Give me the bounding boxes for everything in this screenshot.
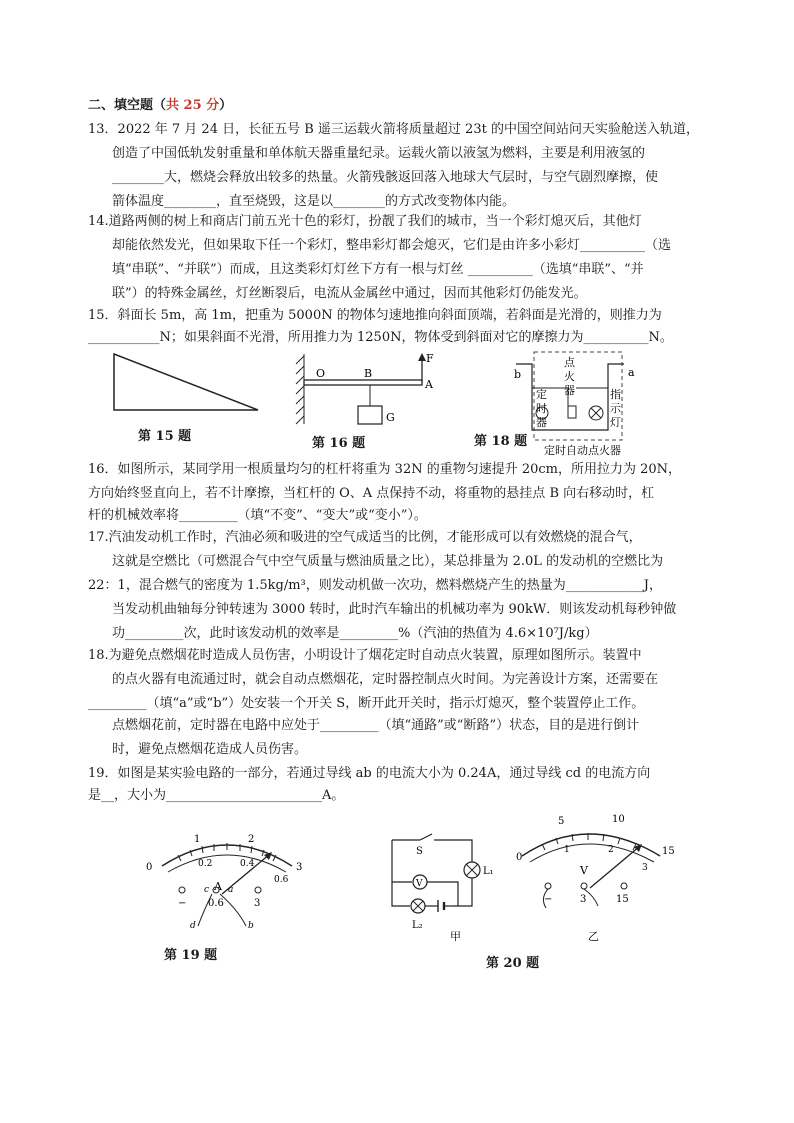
v-terminal-negative-label: − <box>544 894 553 905</box>
q17-line-2: 这就是空燃比（可燃混合气中空气质量与燃油质量之比），某总排量为 2.0L 的发动机的空燃比为 <box>112 554 664 569</box>
q16-line-1: 16．如图所示，某同学用一根质量均匀的杠杆将重为 32N 的重物匀速提升 20cm，所用拉力为 20N， <box>88 462 682 477</box>
ammeter-inner-max: 0.6 <box>274 875 289 885</box>
q18-line-4: 点燃烟花前，定时器在电路中应处于_________（填“通路”或“断路”）状态，目的是进行倒计 <box>112 718 640 733</box>
igniter-resistor <box>568 406 576 418</box>
v-terminal-15 <box>621 883 627 889</box>
caption-q19: 第 19 题 <box>164 948 218 963</box>
voltmeter-tick-15: 15 <box>662 846 675 857</box>
igniter-title: 定时自动点火器 <box>544 444 621 457</box>
lamp-l1-label: L₁ <box>483 866 494 877</box>
ammeter-zero-label: 0 <box>146 862 153 873</box>
lever-figure <box>292 350 442 430</box>
point-b-label: b <box>514 368 522 381</box>
ammeter-ticks <box>178 843 276 861</box>
q18-line-1: 18.为避免点燃烟花时造成人员伤害，小明设计了烟花定时自动点火装置，原理如图所示。装置中 <box>88 648 642 663</box>
caption-q16: 第 16 题 <box>312 436 366 451</box>
q17-line-1: 17.汽油发动机工作时，汽油必须和吸进的空气成适当的比例，才能形成可以有效燃烧的混合气， <box>88 530 642 545</box>
terminal-negative <box>179 887 185 893</box>
ammeter-tick-1: 1 <box>194 834 201 845</box>
voltmeter-tick-5: 5 <box>558 816 565 827</box>
lamp-label-1: 指 <box>610 388 621 401</box>
q13-line-3: ________大，燃烧会释放出较多的热量。火箭残骸返回落入地球大气层时，与空气剧烈摩擦，使 <box>112 170 659 185</box>
q13-line-1: 13．2022 年 7 月 24 日，长征五号 B 遥三运载火箭将质量超过 23t 的中国空间站问天实验舱送入轨道， <box>88 122 699 137</box>
terminal-0-6-label: 0.6 <box>208 898 224 909</box>
q17-line-5: 功_________次，此时该发动机的效率是_________%（汽油的热值为 4.6×10⁷J/kg） <box>112 626 598 641</box>
q14-line-1: 14.道路两侧的树上和商店门前五光十色的彩灯，扮靓了我们的城市，当一个彩灯熄灭后，其他灯 <box>88 214 642 229</box>
section-title <box>88 98 232 114</box>
voltmeter-zero-label: 0 <box>516 852 523 863</box>
v-terminal-negative <box>545 883 551 889</box>
voltmeter-unit-label: V <box>580 864 588 877</box>
wire-a-label: a <box>228 885 234 895</box>
q18-line-2: 的点火器有电流通过时，就会自动点燃烟花，定时器控制点火时间。为完善设计方案，还需要在 <box>112 672 659 687</box>
lamp-label-2: 示 <box>610 402 621 415</box>
q15-line-2: ___________N；如果斜面不光滑，所用推力为 1250N，物体受到斜面对它的摩擦力为__________N。 <box>88 330 673 345</box>
switch-s-label: S <box>416 846 423 857</box>
voltmeter-figure <box>512 812 682 944</box>
caption-q18: 第 18 题 <box>474 434 528 449</box>
voltmeter-ticks <box>542 833 636 850</box>
ammeter-figure <box>142 830 312 932</box>
lamp-label-3: 灯 <box>610 416 621 429</box>
v-terminal-3 <box>581 883 587 889</box>
lamp-l2-label: L₂ <box>412 920 423 931</box>
q14-line-4: 联”）的特殊金属丝，灯丝断裂后，电流从金属丝中通过，因而其他彩灯仍能发光。 <box>112 286 587 301</box>
q18-line-5: 时，避免点燃烟花造成人员伤害。 <box>112 742 308 757</box>
voltmeter-tick-10: 10 <box>612 814 625 825</box>
igniter-figure <box>512 348 672 460</box>
voltmeter-yi-label: 乙 <box>588 930 599 943</box>
ammeter-tick-2: 2 <box>248 834 255 845</box>
q19-line-2: 是__，大小为________________________A。 <box>88 788 345 803</box>
point-a-label: A <box>425 378 433 391</box>
device-dashed-box <box>534 352 622 440</box>
circuit-figure <box>382 830 502 942</box>
q17-line-4: 当发动机曲轴每分钟转速为 3000 转时，此时汽车输出的机械功率为 90kW．则该发动机每秒钟做 <box>112 602 677 617</box>
q16-line-3: 杆的机械效率将_________（填“不变”、“变大”或“变小”）。 <box>88 508 427 523</box>
q17-line-3: 22：1，混合燃气的密度为 1.5kg/m³，则发动机做一次功，燃料燃烧产生的热量为____________J， <box>88 578 662 593</box>
q16-line-2: 方向始终竖直向上，若不计摩擦，当杠杆的 O、A 点保持不动，将重物的悬挂点 B 向右移动时，杠 <box>88 486 655 501</box>
point-o-label: O <box>316 367 326 380</box>
voltmeter-inner-2: 2 <box>608 845 614 855</box>
wire-cd <box>198 894 212 926</box>
voltmeter-v-label: V <box>416 879 423 889</box>
incline-triangle <box>114 354 258 410</box>
ammeter-unit-label: A <box>214 880 222 893</box>
v-terminal-15-label: 15 <box>616 894 629 905</box>
igniter-label-3: 器 <box>564 384 575 397</box>
q14-line-2: 却能依然发光，但如果取下任一个彩灯，整串彩灯都会熄灭，它们是由许多小彩灯__________（选 <box>112 238 672 253</box>
force-arrowhead <box>418 353 426 361</box>
wire-c-label: c <box>204 885 210 895</box>
weight-g-label: G <box>386 411 395 424</box>
q15-line-1: 15．斜面长 5m，高 1m，把重为 5000N 的物体匀速地推向斜面顶端，若斜面是光滑的，则推力为 <box>88 308 662 323</box>
circuit-jia-label: 甲 <box>450 930 461 942</box>
weight-box <box>358 406 382 424</box>
voltmeter-inner-1: 1 <box>564 845 570 855</box>
point-b-label: B <box>364 367 373 380</box>
ammeter-inner-tick-1: 0.2 <box>198 859 213 869</box>
force-f-label: F <box>426 352 434 365</box>
section-points: 共 25 分 <box>166 98 220 113</box>
ammeter-max-label: 3 <box>296 862 303 873</box>
q19-line-1: 19．如图是某实验电路的一部分，若通过导线 ab 的电流大小为 0.24A，通过导线 cd 的电流方向 <box>88 766 651 781</box>
igniter-label-1: 点 <box>564 356 575 369</box>
wire-d-label: d <box>190 921 196 931</box>
point-a-label: a <box>628 366 635 379</box>
switch-s <box>420 834 432 840</box>
igniter-label-2: 火 <box>564 370 575 383</box>
incline-figure <box>112 352 262 414</box>
section-title-close: ） <box>219 98 233 113</box>
section-title-text: 二、填空题（ <box>88 98 167 113</box>
timer-label-3: 器 <box>536 416 547 429</box>
lever-bar <box>304 380 422 385</box>
terminal-3 <box>255 887 261 893</box>
q13-line-4: 箭体温度________，直至烧毁，这是以________的方式改变物体内能。 <box>112 194 516 209</box>
terminal-negative-label: − <box>178 898 187 909</box>
voltmeter-needle <box>590 846 640 888</box>
caption-q15: 第 15 题 <box>138 429 192 444</box>
voltmeter-inner-3: 3 <box>642 863 648 873</box>
timer-label-2: 时 <box>536 402 547 415</box>
caption-q20: 第 20 题 <box>486 956 540 971</box>
ammeter-inner-tick-2: 0.4 <box>240 859 255 869</box>
q13-line-2: 创造了中国低轨发射重量和单体航天器重量纪录。运载火箭以液氢为燃料，主要是利用液氢的 <box>112 146 646 161</box>
q14-line-3: 填“串联”、“并联”）而成，且这类彩灯灯丝下方有一根与灯丝 __________（选填“串联”、“并 <box>112 262 644 277</box>
q18-line-3: _________（填“a”或“b”）处安装一个开关 S，断开此开关时，指示灯熄灭，整个装置停止工作。 <box>88 696 645 711</box>
timer-label-1: 定 <box>536 388 547 401</box>
terminal-3-label: 3 <box>254 898 261 909</box>
wall-hatch <box>296 354 304 424</box>
v-terminal-3-label: 3 <box>580 894 587 905</box>
wire-b-label: b <box>248 921 254 931</box>
